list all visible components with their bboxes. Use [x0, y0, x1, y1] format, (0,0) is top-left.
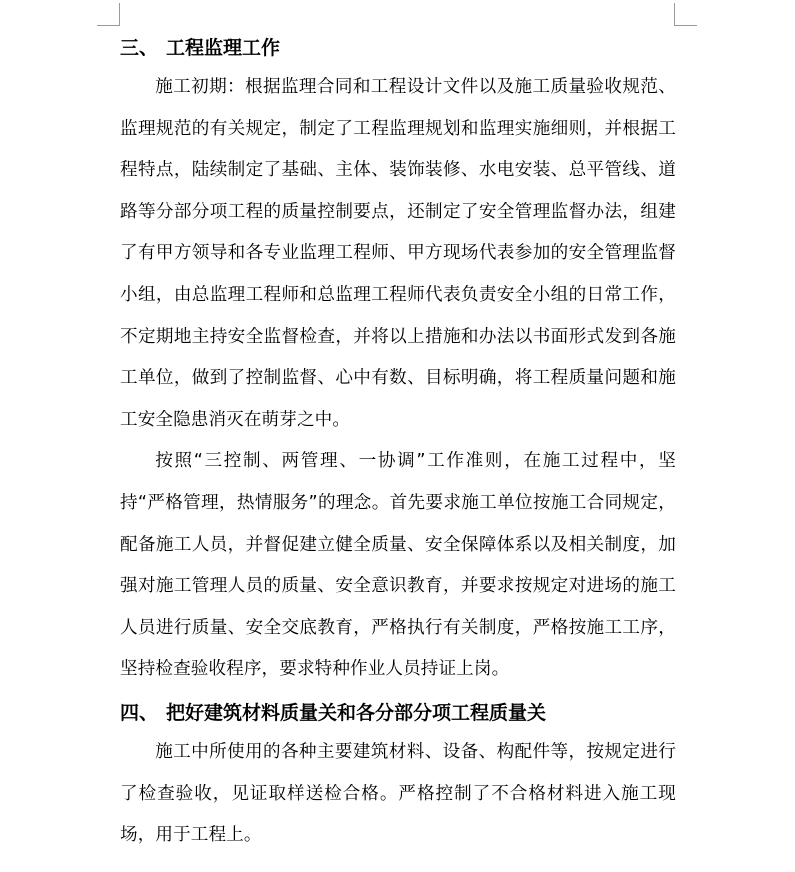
section-heading [120, 29, 676, 67]
paragraph: 按照“三控制、两管理、一协调”工作准则，在施工过程中，坚持“严格管理，热情服务”的理念。首先要求施工单位按施工合同规定，配备施工人员，并督促建立健全质量、安全保障体系以及相关制度，加强对施工管理人员的质量、安全意识教育，并要求按规定对进场的施工人员进行质量、安全交底教育，严格执行有关制度，严格按施工工序，坚持检查验收程序，要求特种作业人员持证上岗。 [120, 451, 676, 680]
document-body[interactable] [120, 29, 676, 857]
paragraph: 施工初期：根据监理合同和工程设计文件以及施工质量验收规范、监理规范的有关规定，制定了工程监理规划和监理实施细则，并根据工程特点，陆续制定了基础、主体、装饰装修、水电安装、总平管线、道路等分部分项工程的质量控制要点，还制定了安全管理监督办法，组建了有甲方领导和各专业监理工程师、甲方现场代表参加的安全管理监督小组，由总监理工程师和总监理工程师代表负责安全小组的日常工作，不定期地主持安全监督检查，并将以上措施和办法以书面形式发到各施工单位，做到了控制监督、心中有数、目标明确，将工程质量问题和施工安全隐患消灭在萌芽之中。 [120, 77, 676, 430]
section-number: 四、 [120, 701, 159, 724]
page-corner-mark-right [674, 3, 697, 26]
section-heading [120, 694, 676, 732]
page-corner-mark-left [97, 3, 120, 26]
section-title: 把好建筑材料质量关和各分部分项工程质量关 [166, 701, 547, 724]
section-title: 工程监理工作 [166, 37, 281, 59]
paragraph: 施工中所使用的各种主要建筑材料、设备、构配件等，按规定进行了检查验收，见证取样送检合格。严格控制了不合格材料进入施工现场，用于工程上。 [120, 741, 676, 846]
section-number: 三、 [120, 37, 159, 59]
